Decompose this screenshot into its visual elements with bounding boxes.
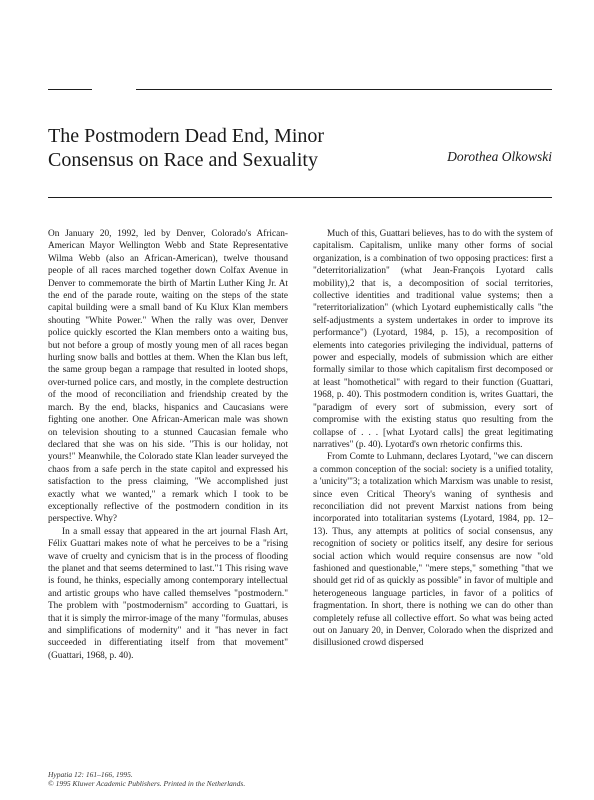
header-short-rule (48, 89, 92, 90)
left-paragraph-2: In a small essay that appeared in the art journal Flash Art, Félix Guattari makes note of what he perceives to be a "rising wave of cruelty and cynicism that is in the process of flooding the planet and that seems determined to last."1 This rising wave is found, he thinks, especially among contemporary intellectual and artistic groups who have called themselves "postmodern." The problem with "postmodernism" according to Guattari, is that it is simply the mirror-image of the many "formulas, abuses and simplifications of modernity" and it "has never in fact succeeded in differentiating itself from that movement" (Guattari, 1968, p. 40). (48, 526, 288, 661)
title-line-1: The Postmodern Dead End, Minor (48, 125, 325, 147)
publication-footer (48, 770, 318, 788)
journal-citation: Hypatia 12: 161–166, 1995. (48, 770, 133, 779)
left-paragraph-1: On January 20, 1992, led by Denver, Colorado's African-American Mayor Wellington Webb and State Representative Wilma Webb (also an African-American), twelve thousand people of all races marched together down Colfax Avenue in Denver to commemorate the birth of Martin Luther King Jr. At the end of the parade route, waiting on the steps of the state capital building were a small band of Ku Klux Klan members shouting "White Power." When the rally was over, Denver police quickly escorted the Klan members onto a waiting bus, but not before a group of mostly young men of all races began hurling snow balls and bottles at them. When the Klan bus left, the same group began a rampage that resulted in looted shops, over-turned police cars, and mostly, in the complete destruction of the mood of reconciliation and friendship created by the march. By the end, blacks, hispanics and Caucasians were fighting one another. One African-American male was shown on television shouting to a stunned Caucasian female who declared that she was on his side. "This is our holiday, not yours!" Meanwhile, the Colorado state Klan leader surveyed the chaos from a safe perch in the state capitol and expressed his satisfaction to the press claiming, "We accomplished just exactly what we wanted," a remark which I took to be exceptionally reflective of the postmodern condition in its perspective. Why? (48, 229, 288, 525)
article-title (48, 124, 428, 172)
title-bottom-rule (48, 197, 552, 198)
right-paragraph-2: From Comte to Luhmann, declares Lyotard, "we can discern a common conception of the social: society is a unified totality, a 'unicity'"3; a totalization which Marxism was unable to resist, since even Critical Theory's waning of synthesis and reconciliation did not prevent Marxist nations from being incorporated into totalitarian systems (Lyotard, 1984, pp. 12–13). Thus, any attempts at politics of social consensus, any recognition of society or politics itself, any desire for serious social action which would require consensus are now "old fashioned and questionable," "mere steps," something "that we should get rid of as quickly as possible" in favor of multiple and heterogeneous language particles, in favor of a politics of fragmentation. In short, there is nothing we can do other than completely refuse all collective effort. So what was being acted out on January 20, in Denver, Colorado when the disprized and disillusioned crowd dispersed (313, 452, 553, 649)
author-name: Dorothea Olkowski (447, 149, 552, 164)
right-paragraph-1: Much of this, Guattari believes, has to do with the system of capitalism. Capitalism, unlike many other forms of social organization, is a combination of two opposing practices: first a "deterritorialization" (what Jean-François Lyotard calls mobility),2 that is, a decomposition of social territories, collective identities and traditional value systems; then a "reterritorialization" (which Lyotard euphemistically calls "the self-adjustments a system undertakes in order to improve its performance") (Lyotard, 1984, p. 15), a recomposition of elements into categories privileging the individual, patterns of power and especially, models of submission which are either formally similar to those which capitalism first decomposed or at least "homothetical" with regard to their function (Guattari, 1968, p. 40). This postmodern condition is, writes Guattari, the "paradigm of every sort of submission, every sort of compromise with the existing status quo resulting from the collapse of . . . [what Lyotard calls] the great legitimating narratives" (p. 40). Lyotard's own rhetoric confirms this. (313, 229, 553, 450)
title-line-2: Consensus on Race and Sexuality (48, 149, 318, 171)
header-long-rule (136, 89, 552, 90)
copyright-notice: © 1995 Kluwer Academic Publishers. Printed in the Netherlands. (48, 779, 246, 788)
right-column (313, 228, 553, 650)
left-column (48, 228, 288, 662)
